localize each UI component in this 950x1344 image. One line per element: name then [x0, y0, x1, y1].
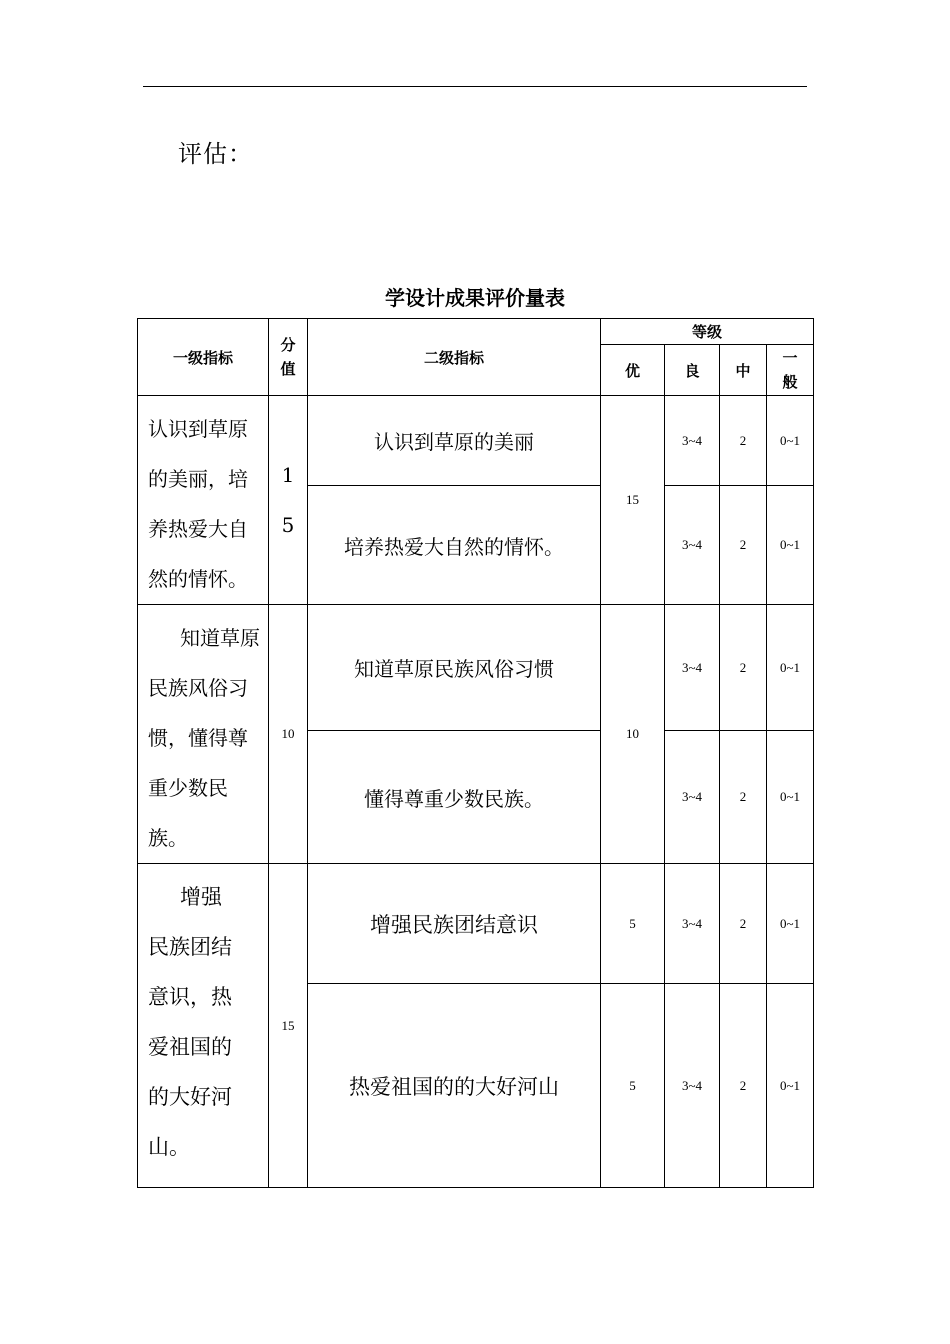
group3-item2-medium: 2 [720, 984, 767, 1188]
group3-item2-general: 0~1 [767, 984, 814, 1188]
header-level1: 一级指标 [138, 319, 269, 396]
group1-item1-general: 0~1 [767, 396, 814, 486]
group1-item1-level2: 认识到草原的美丽 [308, 396, 601, 486]
section-label: 评估： [178, 140, 253, 168]
group2-item1-general: 0~1 [767, 605, 814, 731]
group2-level1-text: 知道草原民族风俗习惯，懂得尊重少数民族。 [148, 626, 260, 850]
group3-item1-general: 0~1 [767, 864, 814, 984]
group1-item1-good: 3~4 [665, 396, 720, 486]
header-medium: 中 [720, 345, 767, 396]
group3-item1-good: 3~4 [665, 864, 720, 984]
group2-item2-general: 0~1 [767, 731, 814, 864]
header-good: 良 [665, 345, 720, 396]
group3-level1-cell [138, 864, 269, 1188]
group3-item2-good: 3~4 [665, 984, 720, 1188]
header-level2: 二级指标 [308, 319, 601, 396]
group3-item1-excellent: 5 [601, 864, 665, 984]
header-general-line1: 一 [782, 349, 798, 367]
header-score-line1: 分 [280, 336, 296, 354]
header-excellent: 优 [601, 345, 665, 396]
group1-score-line1: 1 [281, 463, 295, 487]
table-row [138, 864, 814, 984]
group3-item2-level2: 热爱祖国的的大好河山 [308, 984, 601, 1188]
group3-item1-medium: 2 [720, 864, 767, 984]
group2-score: 10 [269, 605, 308, 864]
evaluation-rubric-table [137, 318, 814, 1188]
header-grade: 等级 [601, 319, 814, 345]
group3-item2-excellent: 5 [601, 984, 665, 1188]
header-score [269, 319, 308, 396]
group3-level1-text: 增强民族团结意识，热爱祖国的的大好河山。 [148, 885, 232, 1159]
group2-item2-level2: 懂得尊重少数民族。 [308, 731, 601, 864]
header-general-line2: 般 [782, 373, 798, 391]
group1-item1-medium: 2 [720, 396, 767, 486]
header-row-1 [138, 319, 814, 345]
group1-excellent: 15 [601, 396, 665, 605]
group3-score: 15 [269, 864, 308, 1188]
group1-item2-general: 0~1 [767, 486, 814, 605]
group1-level1-cell [138, 396, 269, 605]
group1-score-cell [269, 396, 308, 605]
group2-item1-medium: 2 [720, 605, 767, 731]
group2-item1-level2: 知道草原民族风俗习惯 [308, 605, 601, 731]
group2-item2-medium: 2 [720, 731, 767, 864]
table-row [138, 605, 814, 731]
group2-excellent: 10 [601, 605, 665, 864]
group1-level1-text: 认识到草原的美丽，培养热爱大自然的情怀。 [148, 417, 248, 591]
group1-item2-good: 3~4 [665, 486, 720, 605]
group2-level1-cell [138, 605, 269, 864]
header-score-line2: 值 [280, 360, 296, 378]
group1-score-line2: 5 [281, 513, 295, 537]
group1-item2-level2: 培养热爱大自然的情怀。 [308, 486, 601, 605]
header-rule [143, 86, 807, 87]
table-row [138, 396, 814, 486]
group2-item2-good: 3~4 [665, 731, 720, 864]
group3-item1-level2: 增强民族团结意识 [308, 864, 601, 984]
group1-item2-medium: 2 [720, 486, 767, 605]
group2-item1-good: 3~4 [665, 605, 720, 731]
table-title: 学设计成果评价量表 [385, 286, 565, 310]
header-general [767, 345, 814, 396]
